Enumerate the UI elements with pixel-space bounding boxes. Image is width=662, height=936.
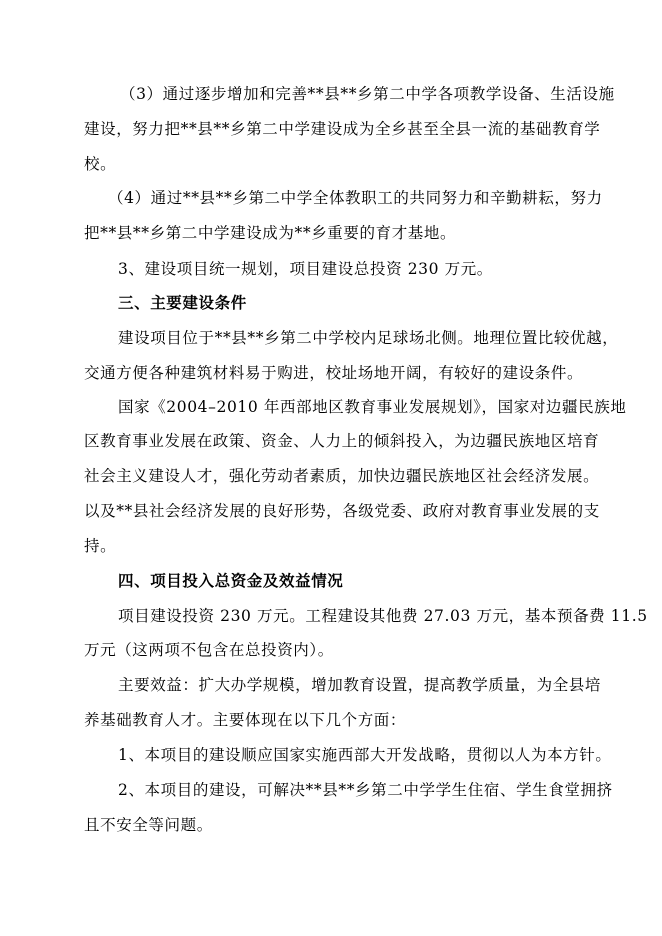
- benefit-item-2-line-1: 2、本项目的建设，可解决**县**乡第二中学学生住宿、学生食堂拥挤: [118, 781, 613, 799]
- benefit-item-2-line-2: 且不安全等问题。: [84, 816, 213, 834]
- para-3-line-1: （3）通过逐步增加和完善**县**乡第二中学各项教学设备、生活设施: [120, 85, 615, 103]
- benefit-line-1: 主要效益：扩大办学规模，增加教育设置，提高教学质量，为全县培: [118, 676, 602, 694]
- policy-line-2: 区教育事业发展在政策、资金、人力上的倾斜投入，为边疆民族地区培育: [84, 432, 600, 450]
- policy-line-3: 社会主义建设人才，强化劳动者素质，加快边疆民族地区社会经济发展。: [84, 467, 600, 485]
- location-line-2: 交通方便各种建筑材料易于购进，校址场地开阔，有较好的建设条件。: [84, 364, 584, 382]
- para-3-line-2: 建设，努力把**县**乡第二中学建设成为全乡甚至全县一流的基础教育学: [84, 120, 601, 138]
- policy-line-4: 以及**县社会经济发展的良好形势，各级党委、政府对教育事业发展的支: [84, 502, 600, 520]
- cost-line-1: 项目建设投资 230 万元。工程建设其他费 27.03 万元，基本预备费 11.5: [118, 607, 648, 625]
- section-heading-3: 三、主要建设条件: [118, 294, 247, 312]
- benefit-item-1: 1、本项目的建设顺应国家实施西部大开发战略，贯彻以人为本方针。: [118, 746, 612, 764]
- benefit-line-2: 养基础教育人才。主要体现在以下几个方面：: [84, 711, 407, 729]
- para-3-line-3: 校。: [84, 155, 117, 173]
- para-4-line-2: 把**县**乡第二中学建设成为**乡重要的育才基地。: [84, 224, 457, 242]
- investment-total-line: 3、建设项目统一规划，项目建设总投资 230 万元。: [118, 260, 493, 278]
- section-heading-4: 四、项目投入总资金及效益情况: [118, 572, 344, 590]
- policy-line-5: 持。: [84, 537, 117, 555]
- location-line-1: 建设项目位于**县**乡第二中学校内足球场北侧。地理位置比较优越，: [118, 329, 619, 347]
- para-4-line-1: （4）通过**县**乡第二中学全体教职工的共同努力和辛勤耕耘，努力: [108, 189, 603, 207]
- policy-line-1: 国家《2004–2010 年西部地区教育事业发展规划》，国家对边疆民族地: [118, 398, 627, 416]
- cost-line-2: 万元（这两项不包含在总投资内）。: [84, 641, 334, 659]
